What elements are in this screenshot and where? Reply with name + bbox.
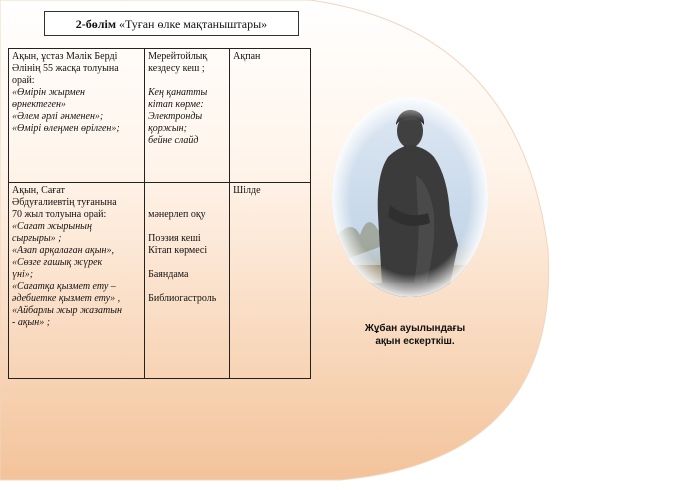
photo-caption: [340, 322, 490, 348]
cell-line: [148, 197, 226, 209]
cell-line: Баяндама: [148, 269, 189, 280]
cell-line: [148, 221, 226, 233]
form-cell: [145, 183, 230, 379]
cell-line: Кітап көрмесі: [148, 245, 208, 256]
cell-line: үні»;: [12, 269, 34, 280]
section-number: 2-бөлім: [75, 17, 117, 31]
cell-line: өрнектеген»: [12, 99, 66, 110]
cell-line: кездесу кеш ;: [148, 63, 205, 74]
cell-line: «Әлем әрлі әнменен»;: [12, 111, 104, 122]
cell-line: «Өмірін жырмен: [12, 87, 85, 98]
monument-photo: [330, 95, 490, 300]
event-plan-table: [8, 48, 311, 379]
cell-line: Электронды: [148, 111, 203, 122]
cell-line: қоржын;: [148, 123, 187, 134]
cell-line: [148, 185, 226, 197]
month-label: Шілде: [233, 185, 261, 196]
cell-line: бейне слайд: [148, 135, 199, 146]
month-cell: [230, 49, 311, 183]
cell-line: [148, 281, 226, 293]
cell-line: Кең қанатты: [148, 87, 208, 98]
cell-line: [148, 257, 226, 269]
section-title: [44, 11, 299, 36]
cell-line: «Сағатқа қызмет ету –: [12, 281, 116, 292]
cell-line: 70 жыл толуына орай:: [12, 209, 107, 220]
cell-line: Поэзия кеші: [148, 233, 201, 244]
cell-line: [148, 75, 226, 87]
table-row: [9, 49, 311, 183]
cell-line: әдебиетке қызмет ету» ,: [12, 293, 121, 304]
cell-line: Библиогастроль: [148, 293, 217, 304]
cell-line: «Айбарлы жыр жазатын: [12, 305, 122, 316]
cell-line: мәнерлеп оқу: [148, 209, 206, 220]
cell-line: орай:: [12, 75, 35, 86]
cell-line: «Өмірі өлеңмен өрілген»;: [12, 123, 120, 134]
cell-line: сырғыры» ;: [12, 233, 62, 244]
cell-line: кітап көрме:: [148, 99, 204, 110]
cell-line: Әлінің 55 жасқа толуына: [12, 63, 119, 74]
event-cell: [9, 49, 145, 183]
event-cell: [9, 183, 145, 379]
form-cell: [145, 49, 230, 183]
caption-line-1: Жұбан ауылындағы: [364, 323, 466, 334]
cell-line: «Сөзге ғашық жүрек: [12, 257, 103, 268]
cell-line: Ақын, ұстаз Мәлік Берді: [12, 51, 118, 62]
table-row: [9, 183, 311, 379]
cell-line: Мерейтойлық: [148, 51, 208, 62]
section-name: «Туған өлке мақтаныштары»: [119, 17, 268, 31]
cell-line: Әбдуғалиевтің туғанына: [12, 197, 117, 208]
caption-line-2: ақын ескерткіш.: [375, 336, 455, 347]
month-label: Ақпан: [233, 51, 261, 62]
cell-line: Ақын, Сағат: [12, 185, 65, 196]
month-cell: [230, 183, 311, 379]
cell-line: «Сағат жырының: [12, 221, 92, 232]
cell-line: «Азап арқалаған ақын»,: [12, 245, 114, 256]
cell-line: - ақын» ;: [12, 317, 51, 328]
